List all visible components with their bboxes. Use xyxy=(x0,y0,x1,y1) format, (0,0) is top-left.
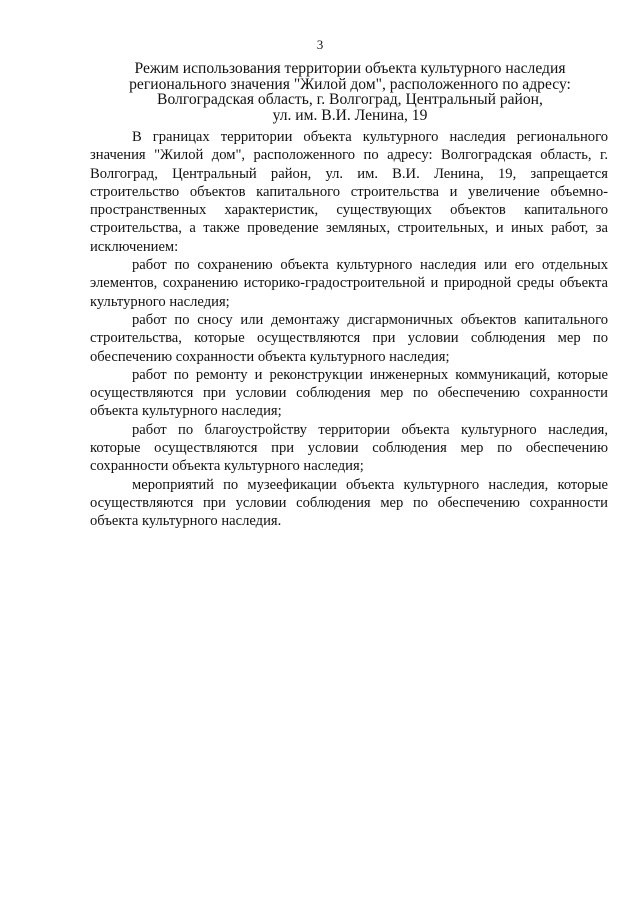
title-line-3: Волгоградская область, г. Волгоград, Центральный район, xyxy=(157,91,543,108)
title-line-4: ул. им. В.И. Ленина, 19 xyxy=(272,106,428,124)
exception-landscaping: работ по благоустройству территории объекта культурного наследия, которые осуществляются при условии соблюдения мер по обеспечению сохранности объекта культурного наследия; xyxy=(90,421,608,475)
title-line-1: Режим использования территории объекта культурного наследия xyxy=(134,60,566,77)
exception-demolition: работ по сносу или демонтажу дисгармоничных объектов капитального строительства, которые осуществляются при условии соблюдения мер по обеспечению сохранности объекта культурного наследия; xyxy=(90,311,608,365)
exception-museumification: мероприятий по музеефикации объекта культурного наследия, которые осуществляются при условии соблюдения мер по обеспечению сохранности объекта культурного наследия. xyxy=(90,476,608,530)
exception-preservation: работ по сохранению объекта культурного наследия или его отдельных элементов, сохранению историко-градостроительной и природной среды объекта культурного наследия; xyxy=(90,257,608,310)
exception-utilities: работ по ремонту и реконструкции инженерных коммуникаций, которые осуществляются при условии соблюдения мер по обеспечению сохранности объекта культурного наследия; xyxy=(90,366,608,420)
page-number: 3 xyxy=(316,37,324,52)
document-body xyxy=(90,128,608,531)
intro-paragraph: В границах территории объекта культурного наследия регионального значения "Жилой дом", расположенного по адресу: Волгоградская область, г. Волгоград, Центральный район, ул. им. В.И. Ленина, 19, запрещается строительство объектов капитального строительства и увеличение объемно-пространственных характеристик, существующих объектов капитального строительства, а также проведение земляных, строительных, и иных работ, за исключением: xyxy=(90,129,608,255)
document-title xyxy=(90,61,610,123)
title-line-2: регионального значения "Жилой дом", расположенного по адресу: xyxy=(129,75,571,93)
